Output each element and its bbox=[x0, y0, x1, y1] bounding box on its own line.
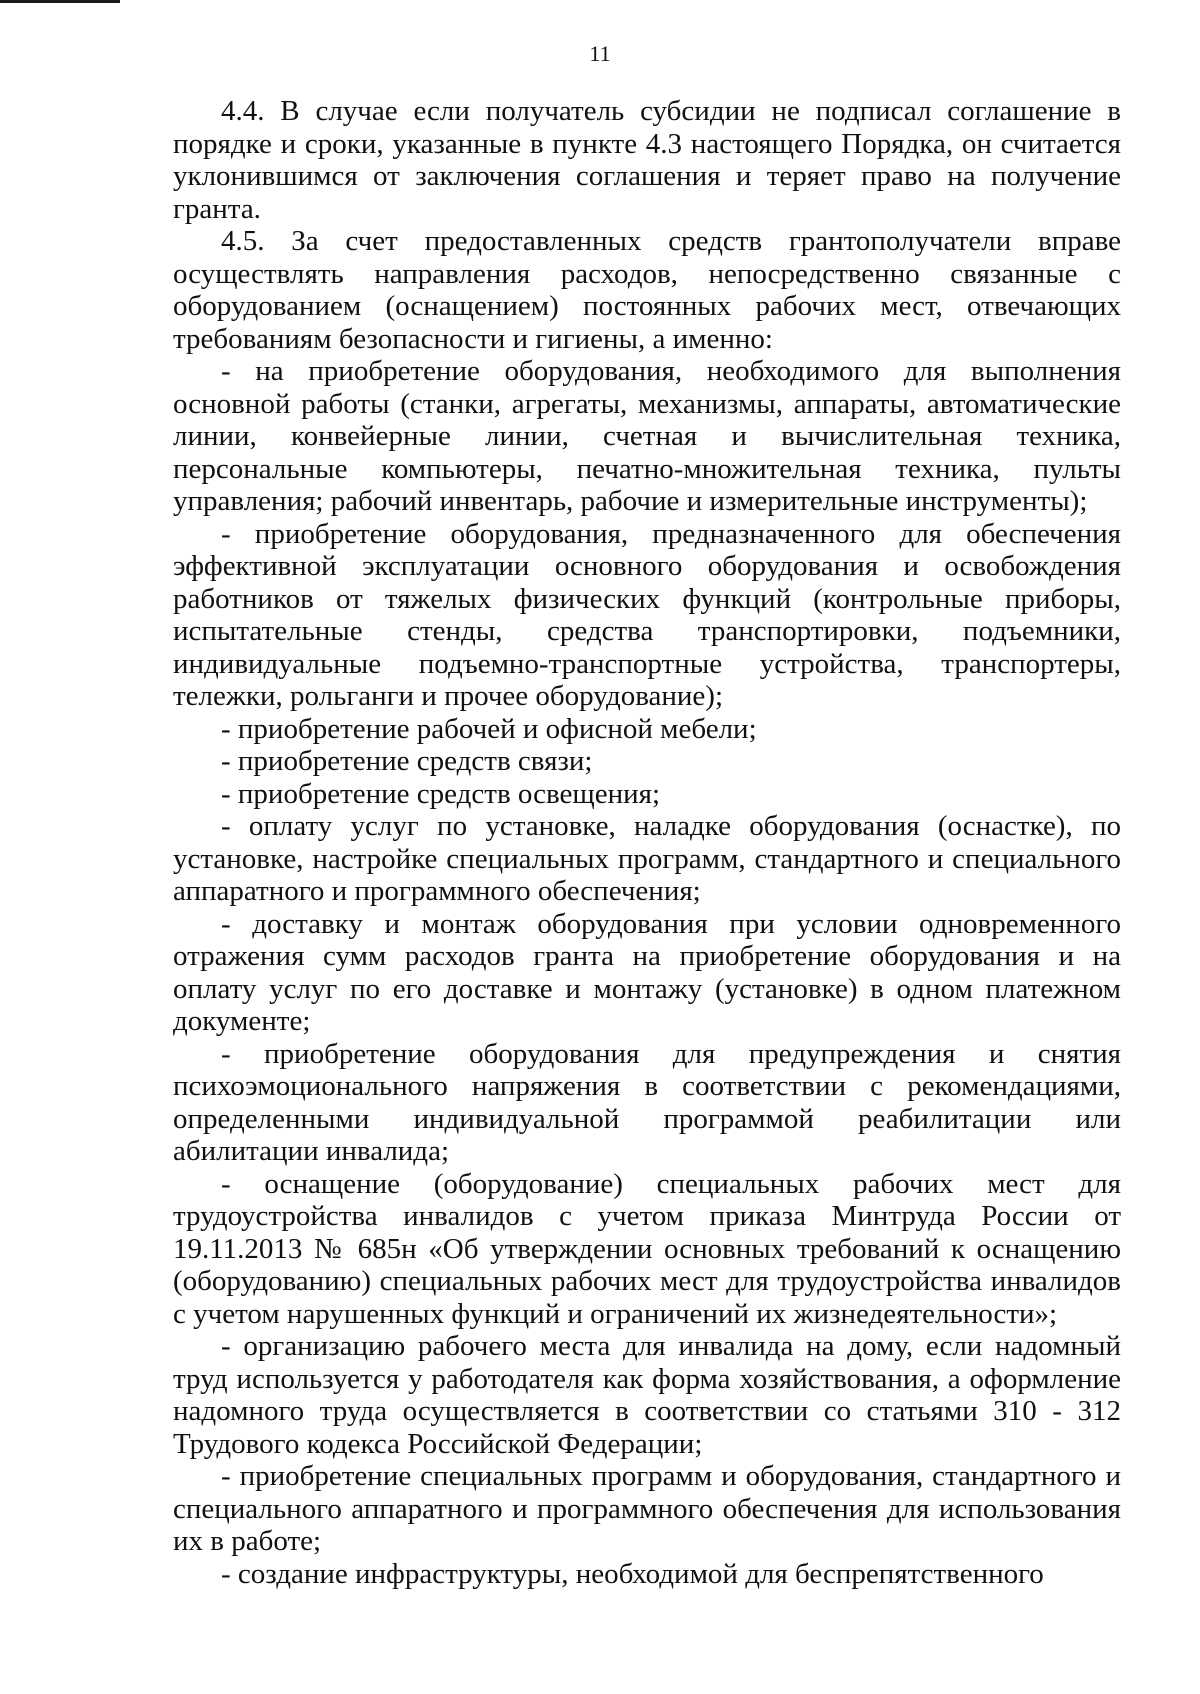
page-number: 11 bbox=[589, 41, 611, 66]
list-item-auxiliary-equipment: - приобретение оборудования, предназначенного для обеспечения эффективной эксплуатации основного оборудования и освобождения работников от тяжелых физических функций (контрольные приборы, испытательные стенды, средства транспортировки, подъемники, индивидуальные подъемно-транспортные устройства, транспортеры, тележки, рольганги и прочее оборудование); bbox=[173, 517, 1121, 712]
list-item-special-software: - приобретение специальных программ и оборудования, стандартного и специального аппаратного и программного обеспечения для использования их в работе; bbox=[173, 1460, 1121, 1557]
list-item-basic-equipment: - на приобретение оборудования, необходимого для выполнения основной работы (станки, агрегаты, механизмы, аппараты, автоматические линии, конвейерные линии, счетная и вычислительная техника, персональные компьютеры, печатно-множительная техника, пульты управления; рабочий инвентарь, рабочие и измерительные инструменты); bbox=[173, 355, 1121, 517]
list-item-furniture: - приобретение рабочей и офисной мебели; bbox=[221, 712, 757, 745]
list-item-home-workplace: - организацию рабочего места для инвалида на дому, если надомный труд используется у работодателя как форма хозяйствования, а оформление надомного труда осуществляется в соответствии со статьями 310 - 312 Трудового кодекса Российской Федерации; bbox=[173, 1330, 1121, 1460]
paragraph-4-5: 4.5. За счет предоставленных средств грантополучатели вправе осуществлять направления расходов, непосредственно связанные с оборудованием (оснащением) постоянных рабочих мест, отвечающих требованиям безопасности и гигиены, а именно: bbox=[173, 225, 1121, 355]
list-item-stress-relief-equipment: - приобретение оборудования для предупреждения и снятия психоэмоционального напряжения в соответствии с рекомендациями, определенными индивидуальной программой реабилитации или абилитации инвалида; bbox=[173, 1037, 1121, 1167]
list-item-special-workplaces: - оснащение (оборудование) специальных рабочих мест для трудоустройства инвалидов с учетом приказа Минтруда России от 19.11.2013 № 685н «Об утверждении основных требований к оснащению (оборудованию) специальных рабочих мест для трудоустройства инвалидов с учетом нарушенных функций и ограничений их жизнедеятельности»; bbox=[173, 1167, 1121, 1330]
list-item-delivery-installation: - доставку и монтаж оборудования при условии одновременного отражения сумм расходов гранта на приобретение оборудования и на оплату услуг по его доставке и монтажу (установке) в одном платежном документе; bbox=[173, 907, 1121, 1037]
paragraph-4-4: 4.4. В случае если получатель субсидии не подписал соглашение в порядке и сроки, указанные в пункте 4.3 настоящего Порядка, он считается уклонившимся от заключения соглашения и теряет право на получение гранта. bbox=[173, 95, 1121, 225]
list-item-infrastructure: - создание инфраструктуры, необходимой для беспрепятственного bbox=[221, 1557, 1044, 1590]
list-item-communications: - приобретение средств связи; bbox=[221, 745, 593, 777]
scan-edge-mark bbox=[0, 0, 120, 3]
list-item-lighting: - приобретение средств освещения; bbox=[221, 777, 661, 810]
document-body bbox=[173, 95, 1121, 1590]
list-item-setup-services: - оплату услуг по установке, наладке оборудования (оснастке), по установке, настройке специальных программ, стандартного и специального аппаратного и программного обеспечения; bbox=[173, 810, 1121, 907]
